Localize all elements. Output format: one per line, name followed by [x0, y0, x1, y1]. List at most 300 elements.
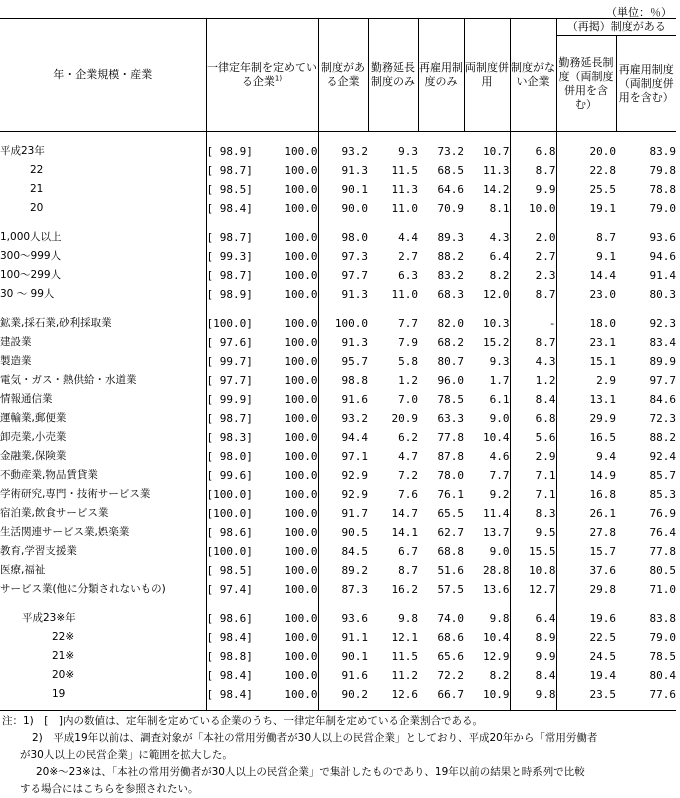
cell-no-system: 8.7: [510, 285, 556, 304]
cell-extension-incl: 19.6: [556, 609, 616, 628]
cell-reemployment-only: 68.6: [437, 631, 464, 644]
cell-extension-only: 11.5: [391, 164, 418, 177]
cell-extension-incl: 18.0: [556, 314, 616, 333]
row-label: 運輸業,郵便業: [0, 412, 67, 424]
cell-reemployment-incl: 89.9: [649, 355, 676, 368]
cell-reemployment-only: 83.2: [437, 269, 464, 282]
cell-total: 100.0: [284, 288, 318, 301]
row-label: サービス業(他に分類されないもの): [0, 583, 166, 595]
table-row: [0, 561, 676, 580]
cell-reemployment-only: 57.5: [437, 583, 464, 596]
cell-no-system: 10.0: [510, 199, 556, 218]
retirement-system-table: [0, 18, 676, 711]
note-2-continued: が30人以上の民営企業」に範囲を拡大した。: [20, 749, 233, 761]
cell-both: 12.9: [483, 650, 510, 663]
cell-reemployment-incl: 91.4: [649, 269, 676, 282]
cell-reemployment-incl: 80.3: [649, 288, 676, 301]
cell-extension-only: 6.3: [398, 269, 418, 282]
cell-has-system: 97.3: [318, 247, 368, 266]
cell-no-system: 6.8: [510, 142, 556, 161]
cell-no-system: 2.9: [510, 447, 556, 466]
cell-fixed-retirement-ratio: [100.0]: [206, 504, 264, 523]
cell-fixed-retirement-ratio: [100.0]: [206, 542, 264, 561]
cell-both: 11.4: [483, 507, 510, 520]
cell-both: 28.8: [483, 564, 510, 577]
cell-reemployment-only: 89.3: [437, 231, 464, 244]
header-extension-incl: 勤務延長制度（両制度併用を含む）: [556, 36, 616, 132]
table-row: [0, 285, 676, 304]
cell-has-system: 90.1: [318, 647, 368, 666]
cell-reemployment-only: 65.5: [437, 507, 464, 520]
cell-total: 100.0: [284, 355, 318, 368]
cell-fixed-retirement-ratio: [ 99.6]: [206, 466, 264, 485]
cell-has-system: 93.6: [318, 609, 368, 628]
row-label: 情報通信業: [0, 393, 53, 405]
header-fixed-retirement: 一律定年制を定めている企業$^{1)}$: [206, 19, 318, 132]
cell-total: 100.0: [284, 488, 318, 501]
cell-extension-incl: 26.1: [556, 504, 616, 523]
spacer-row: [0, 704, 676, 711]
unit-label: （単位：％）: [606, 6, 672, 19]
table-row: [0, 542, 676, 561]
table-row: [0, 314, 676, 333]
cell-extension-incl: 16.8: [556, 485, 616, 504]
cell-has-system: 93.2: [318, 409, 368, 428]
row-label: 20※: [52, 669, 75, 681]
header-reposted: （再掲）制度がある: [556, 19, 676, 36]
cell-both: 13.6: [483, 583, 510, 596]
cell-reemployment-only: 66.7: [437, 688, 464, 701]
cell-fixed-retirement-ratio: [ 98.7]: [206, 266, 264, 285]
row-label: 教育,学習支援業: [0, 545, 77, 557]
row-label: 金融業,保険業: [0, 450, 67, 462]
cell-extension-only: 11.0: [391, 288, 418, 301]
row-label: 300～999人: [0, 250, 62, 262]
row-label: 建設業: [0, 336, 32, 348]
cell-total: 100.0: [284, 450, 318, 463]
cell-fixed-retirement-ratio: [ 98.9]: [206, 285, 264, 304]
cell-fixed-retirement-ratio: [ 98.7]: [206, 228, 264, 247]
table-row: [0, 685, 676, 704]
cell-total: 100.0: [284, 231, 318, 244]
cell-extension-incl: 16.5: [556, 428, 616, 447]
row-label: 30 ～ 99人: [0, 288, 55, 300]
cell-extension-only: 7.2: [398, 469, 418, 482]
cell-total: 100.0: [284, 164, 318, 177]
cell-fixed-retirement-ratio: [ 98.4]: [206, 685, 264, 704]
cell-no-system: 7.1: [510, 466, 556, 485]
cell-both: 15.2: [483, 336, 510, 349]
cell-reemployment-incl: 77.6: [649, 688, 676, 701]
cell-extension-only: 5.8: [398, 355, 418, 368]
cell-reemployment-incl: 79.0: [649, 631, 676, 644]
cell-extension-only: 12.6: [391, 688, 418, 701]
cell-has-system: 94.4: [318, 428, 368, 447]
cell-no-system: 8.9: [510, 628, 556, 647]
cell-both: 13.7: [483, 526, 510, 539]
cell-no-system: 4.3: [510, 352, 556, 371]
cell-extension-incl: 24.5: [556, 647, 616, 666]
cell-reemployment-only: 68.2: [437, 336, 464, 349]
cell-has-system: 91.3: [318, 333, 368, 352]
cell-extension-incl: 23.0: [556, 285, 616, 304]
table-row: [0, 371, 676, 390]
cell-no-system: 9.5: [510, 523, 556, 542]
cell-reemployment-only: 82.0: [437, 317, 464, 330]
row-label: 不動産業,物品賃貸業: [0, 469, 98, 481]
cell-fixed-retirement-ratio: [ 98.9]: [206, 142, 264, 161]
cell-both: 9.3: [489, 355, 510, 368]
cell-extension-only: 1.2: [398, 374, 418, 387]
cell-both: 11.3: [483, 164, 510, 177]
cell-reemployment-incl: 85.7: [649, 469, 676, 482]
cell-total: 100.0: [284, 469, 318, 482]
cell-both: 6.1: [489, 393, 510, 406]
row-label: 100～299人: [0, 269, 62, 281]
cell-total: 100.0: [284, 507, 318, 520]
header-category: 年・企業規模・産業: [0, 19, 206, 132]
cell-no-system: 8.7: [510, 333, 556, 352]
cell-reemployment-only: 68.3: [437, 288, 464, 301]
cell-no-system: 6.8: [510, 409, 556, 428]
cell-no-system: 2.0: [510, 228, 556, 247]
cell-fixed-retirement-ratio: [ 98.4]: [206, 199, 264, 218]
cell-extension-only: 11.2: [391, 669, 418, 682]
cell-total: 100.0: [284, 336, 318, 349]
table-row: [0, 247, 676, 266]
cell-total: 100.0: [284, 412, 318, 425]
cell-both: 9.8: [489, 612, 510, 625]
cell-reemployment-incl: 85.3: [649, 488, 676, 501]
cell-has-system: 95.7: [318, 352, 368, 371]
cell-reemployment-only: 73.2: [437, 145, 464, 158]
cell-extension-only: 7.6: [398, 488, 418, 501]
cell-reemployment-only: 80.7: [437, 355, 464, 368]
cell-both: 4.6: [489, 450, 510, 463]
table-row: [0, 609, 676, 628]
cell-extension-incl: 25.5: [556, 180, 616, 199]
cell-both: 9.0: [489, 545, 510, 558]
cell-reemployment-incl: 83.4: [649, 336, 676, 349]
cell-fixed-retirement-ratio: [ 98.8]: [206, 647, 264, 666]
spacer-row: [0, 218, 676, 228]
cell-no-system: 1.2: [510, 371, 556, 390]
cell-reemployment-incl: 78.5: [649, 650, 676, 663]
cell-total: 100.0: [284, 612, 318, 625]
cell-fixed-retirement-ratio: [ 99.3]: [206, 247, 264, 266]
cell-reemployment-incl: 71.0: [649, 583, 676, 596]
cell-no-system: 8.4: [510, 666, 556, 685]
cell-both: 4.3: [489, 231, 510, 244]
cell-both: 6.4: [489, 250, 510, 263]
header-reemployment-only: 再雇用制度のみ: [418, 19, 464, 132]
cell-reemployment-incl: 83.9: [649, 145, 676, 158]
cell-fixed-retirement-ratio: [ 97.6]: [206, 333, 264, 352]
row-label: 製造業: [0, 355, 32, 367]
table-row: [0, 447, 676, 466]
cell-reemployment-incl: 76.4: [649, 526, 676, 539]
cell-reemployment-only: 64.6: [437, 183, 464, 196]
cell-reemployment-only: 96.0: [437, 374, 464, 387]
cell-no-system: 15.5: [510, 542, 556, 561]
cell-extension-incl: 14.4: [556, 266, 616, 285]
cell-fixed-retirement-ratio: [100.0]: [206, 314, 264, 333]
cell-has-system: 91.1: [318, 628, 368, 647]
cell-extension-only: 6.7: [398, 545, 418, 558]
cell-reemployment-incl: 84.6: [649, 393, 676, 406]
cell-fixed-retirement-ratio: [ 98.6]: [206, 609, 264, 628]
cell-no-system: 7.1: [510, 485, 556, 504]
cell-no-system: 6.4: [510, 609, 556, 628]
cell-total: 100.0: [284, 183, 318, 196]
table-row: [0, 466, 676, 485]
table-row: [0, 523, 676, 542]
cell-extension-only: 14.1: [391, 526, 418, 539]
cell-has-system: 98.8: [318, 371, 368, 390]
cell-has-system: 90.2: [318, 685, 368, 704]
cell-reemployment-incl: 80.5: [649, 564, 676, 577]
cell-total: 100.0: [284, 250, 318, 263]
notes-section: [2, 713, 678, 798]
cell-fixed-retirement-ratio: [ 98.6]: [206, 523, 264, 542]
cell-total: 100.0: [284, 431, 318, 444]
cell-has-system: 97.7: [318, 266, 368, 285]
cell-reemployment-incl: 88.2: [649, 431, 676, 444]
cell-has-system: 87.3: [318, 580, 368, 599]
cell-both: 7.7: [489, 469, 510, 482]
header-reemployment-incl: 再雇用制度（両制度併用を含む）: [616, 36, 676, 132]
cell-no-system: 8.7: [510, 161, 556, 180]
cell-both: 9.2: [489, 488, 510, 501]
table-row: [0, 504, 676, 523]
cell-no-system: -: [510, 314, 556, 333]
cell-both: 8.2: [489, 669, 510, 682]
cell-fixed-retirement-ratio: [ 98.4]: [206, 666, 264, 685]
cell-both: 10.4: [483, 431, 510, 444]
cell-reemployment-only: 78.5: [437, 393, 464, 406]
row-label: 21※: [52, 650, 75, 662]
cell-extension-incl: 23.5: [556, 685, 616, 704]
cell-extension-only: 20.9: [391, 412, 418, 425]
cell-extension-incl: 8.7: [556, 228, 616, 247]
cell-extension-incl: 27.8: [556, 523, 616, 542]
table-row: [0, 485, 676, 504]
cell-extension-only: 7.0: [398, 393, 418, 406]
cell-extension-incl: 19.1: [556, 199, 616, 218]
cell-extension-incl: 9.1: [556, 247, 616, 266]
cell-total: 100.0: [284, 526, 318, 539]
cell-fixed-retirement-ratio: [ 99.9]: [206, 390, 264, 409]
cell-reemployment-only: 88.2: [437, 250, 464, 263]
cell-extension-only: 7.9: [398, 336, 418, 349]
cell-extension-only: 4.7: [398, 450, 418, 463]
cell-extension-only: 8.7: [398, 564, 418, 577]
cell-no-system: 8.3: [510, 504, 556, 523]
cell-extension-only: 12.1: [391, 631, 418, 644]
header-both: 両制度併用: [464, 19, 510, 132]
cell-reemployment-only: 51.6: [437, 564, 464, 577]
table-row: [0, 390, 676, 409]
cell-reemployment-only: 76.1: [437, 488, 464, 501]
row-label: 宿泊業,飲食サービス業: [0, 507, 109, 519]
cell-total: 100.0: [284, 269, 318, 282]
cell-has-system: 91.3: [318, 161, 368, 180]
cell-extension-only: 11.3: [391, 183, 418, 196]
cell-both: 10.7: [483, 145, 510, 158]
cell-reemployment-incl: 83.8: [649, 612, 676, 625]
spacer-row: [0, 132, 676, 143]
cell-has-system: 91.6: [318, 390, 368, 409]
table-row: [0, 628, 676, 647]
cell-reemployment-only: 74.0: [437, 612, 464, 625]
cell-reemployment-incl: 94.6: [649, 250, 676, 263]
cell-total: 100.0: [284, 374, 318, 387]
cell-has-system: 98.0: [318, 228, 368, 247]
note-2: 2) 平成19年以前は、調査対象が「本社の常用労働者が30人以上の民営企業」としており、平成20年から「常用労働者: [32, 732, 598, 744]
table-row: [0, 199, 676, 218]
cell-total: 100.0: [284, 545, 318, 558]
cell-both: 14.2: [483, 183, 510, 196]
table-row: [0, 161, 676, 180]
cell-no-system: 9.9: [510, 647, 556, 666]
cell-extension-incl: 22.8: [556, 161, 616, 180]
header-extension-only: 勤務延長制度のみ: [368, 19, 418, 132]
cell-reemployment-only: 65.6: [437, 650, 464, 663]
row-label: 平成23年: [0, 145, 45, 157]
cell-no-system: 12.7: [510, 580, 556, 599]
cell-fixed-retirement-ratio: [100.0]: [206, 485, 264, 504]
cell-has-system: 91.7: [318, 504, 368, 523]
cell-reemployment-incl: 93.6: [649, 231, 676, 244]
cell-total: 100.0: [284, 564, 318, 577]
cell-extension-only: 7.7: [398, 317, 418, 330]
row-label: 22: [30, 164, 44, 176]
cell-extension-incl: 14.9: [556, 466, 616, 485]
cell-total: 100.0: [284, 650, 318, 663]
cell-extension-incl: 13.1: [556, 390, 616, 409]
note-1: 注：1) [ ]内の数値は、定年制を定めている企業のうち、一律定年制を定めている企業割合である。: [2, 715, 483, 727]
cell-fixed-retirement-ratio: [ 98.0]: [206, 447, 264, 466]
cell-has-system: 90.0: [318, 199, 368, 218]
cell-extension-incl: 22.5: [556, 628, 616, 647]
cell-has-system: 90.1: [318, 180, 368, 199]
cell-fixed-retirement-ratio: [ 98.4]: [206, 628, 264, 647]
cell-fixed-retirement-ratio: [ 98.7]: [206, 161, 264, 180]
cell-no-system: 2.3: [510, 266, 556, 285]
table-body: [0, 132, 676, 711]
row-label: 電気・ガス・熱供給・水道業: [0, 374, 137, 386]
cell-no-system: 8.4: [510, 390, 556, 409]
cell-extension-incl: 29.9: [556, 409, 616, 428]
cell-extension-incl: 23.1: [556, 333, 616, 352]
row-label: 鉱業,採石業,砂利採取業: [0, 317, 112, 329]
cell-extension-only: 14.7: [391, 507, 418, 520]
cell-reemployment-incl: 92.3: [649, 317, 676, 330]
cell-has-system: 100.0: [318, 314, 368, 333]
cell-reemployment-incl: 92.4: [649, 450, 676, 463]
cell-extension-incl: 9.4: [556, 447, 616, 466]
cell-fixed-retirement-ratio: [ 98.5]: [206, 180, 264, 199]
cell-extension-only: 9.3: [398, 145, 418, 158]
cell-extension-only: 6.2: [398, 431, 418, 444]
row-label: 学術研究,専門・技術サービス業: [0, 488, 151, 500]
cell-reemployment-incl: 78.8: [649, 183, 676, 196]
cell-total: 100.0: [284, 393, 318, 406]
table-row: [0, 142, 676, 161]
cell-both: 1.7: [489, 374, 510, 387]
cell-total: 100.0: [284, 202, 318, 215]
cell-extension-only: 9.8: [398, 612, 418, 625]
cell-reemployment-incl: 72.3: [649, 412, 676, 425]
spacer-row: [0, 599, 676, 609]
cell-has-system: 90.5: [318, 523, 368, 542]
cell-extension-incl: 15.7: [556, 542, 616, 561]
table-row: [0, 333, 676, 352]
cell-reemployment-incl: 76.9: [649, 507, 676, 520]
cell-both: 12.0: [483, 288, 510, 301]
cell-has-system: 92.9: [318, 466, 368, 485]
cell-no-system: 10.8: [510, 561, 556, 580]
cell-has-system: 91.6: [318, 666, 368, 685]
cell-extension-only: 2.7: [398, 250, 418, 263]
note-3: 20※～23※は、「本社の常用労働者が30人以上の民営企業」で集計したものであり、19年以前の結果と時系列で比較: [36, 766, 585, 778]
cell-reemployment-only: 70.9: [437, 202, 464, 215]
cell-both: 10.4: [483, 631, 510, 644]
cell-reemployment-only: 78.0: [437, 469, 464, 482]
row-label: 生活関連サービス業,娯楽業: [0, 526, 130, 538]
cell-has-system: 84.5: [318, 542, 368, 561]
cell-total: 100.0: [284, 317, 318, 330]
note-3-continued: する場合にはこちらを参照されたい。: [20, 783, 199, 795]
row-label: 平成23※年: [22, 612, 76, 624]
cell-extension-incl: 37.6: [556, 561, 616, 580]
row-label: 19: [52, 688, 66, 700]
cell-reemployment-only: 72.2: [437, 669, 464, 682]
cell-has-system: 92.9: [318, 485, 368, 504]
cell-no-system: 9.9: [510, 180, 556, 199]
row-label: 21: [30, 183, 44, 195]
row-label: 卸売業,小売業: [0, 431, 67, 443]
cell-has-system: 93.2: [318, 142, 368, 161]
cell-total: 100.0: [284, 583, 318, 596]
cell-reemployment-only: 68.5: [437, 164, 464, 177]
table-row: [0, 580, 676, 599]
table-row: [0, 266, 676, 285]
cell-reemployment-incl: 77.8: [649, 545, 676, 558]
cell-fixed-retirement-ratio: [ 98.3]: [206, 428, 264, 447]
table-row: [0, 228, 676, 247]
cell-extension-only: 11.0: [391, 202, 418, 215]
table-row: [0, 409, 676, 428]
cell-has-system: 97.1: [318, 447, 368, 466]
cell-reemployment-only: 77.8: [437, 431, 464, 444]
cell-extension-incl: 15.1: [556, 352, 616, 371]
cell-reemployment-incl: 80.4: [649, 669, 676, 682]
cell-reemployment-only: 68.8: [437, 545, 464, 558]
cell-fixed-retirement-ratio: [ 97.4]: [206, 580, 264, 599]
table-row: [0, 647, 676, 666]
cell-extension-incl: 2.9: [556, 371, 616, 390]
row-label: 22※: [52, 631, 75, 643]
cell-extension-only: 16.2: [391, 583, 418, 596]
cell-fixed-retirement-ratio: [ 98.7]: [206, 409, 264, 428]
cell-fixed-retirement-ratio: [ 97.7]: [206, 371, 264, 390]
cell-total: 100.0: [284, 145, 318, 158]
cell-has-system: 89.2: [318, 561, 368, 580]
cell-both: 8.2: [489, 269, 510, 282]
cell-reemployment-incl: 79.0: [649, 202, 676, 215]
cell-fixed-retirement-ratio: [ 98.5]: [206, 561, 264, 580]
